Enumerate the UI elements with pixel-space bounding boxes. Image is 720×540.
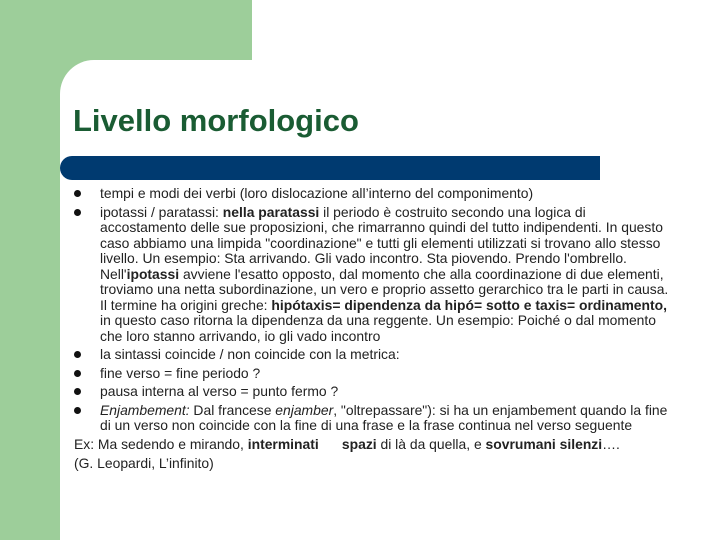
bullet-dot-icon — [74, 407, 81, 414]
bullet-list — [74, 186, 674, 434]
bullet-item-pausa-interna: pausa interna al verso = punto fermo ? — [74, 384, 674, 400]
bullet-item-enjambement: Enjambement: Dal francese enjamber, "oltrepassare"): si ha un enjambement quando la fine di un verso non coincide con la fine di una frase e la frase continua nel verso seguente — [74, 403, 674, 434]
title-underline-bar — [60, 156, 600, 180]
example-quote: Ex: Ma sedendo e mirando, interminati spazi di là da quella, e sovrumani silenzi…. — [74, 435, 620, 452]
example-reference: (G. Leopardi, L’infinito) — [74, 455, 214, 471]
bullet-dot-icon — [74, 190, 81, 197]
bullet-dot-icon — [74, 351, 81, 358]
bullet-item-ipotassi-paratassi: ipotassi / paratassi: nella paratassi il periodo è costruito secondo una logica di accostamento delle sue proposizioni, che rimarranno quindi del tutto indipendenti. In questo caso abbiamo una limpida "coordinazione" e tutti gli elementi utilizzati si trovano allo stesso livello. Un esempio: Sta arrivando. Gli vado incontro. Sta piovendo. Prendo l'ombrello. Nell'ipotassi avviene l'esatto opposto, dal momento che alla coordinazione di due elementi, troviamo una netta subordinazione, un vero e proprio assetto gerarchico tra le parti in causa. Il termine ha origini greche: hipótaxis= dipendenza da hipó= sotto e taxis= ordinamento, in questo caso ritorna la dipendenza da una reggente. Un esempio: Poiché o dal momento che loro stanno arrivando, io gli vado incontro — [74, 205, 674, 345]
bullet-item-fine-verso: fine verso = fine periodo ? — [74, 366, 674, 382]
slide-title: Livello morfologico — [73, 103, 359, 138]
bullet-item-sintassi-metrica: la sintassi coincide / non coincide con la metrica: — [74, 347, 674, 363]
bullet-dot-icon — [74, 370, 81, 377]
bullet-item-verbs: tempi e modi dei verbi (loro dislocazione all’interno del componimento) — [74, 186, 674, 202]
bullet-dot-icon — [74, 209, 81, 216]
slide-content — [74, 186, 674, 472]
bullet-dot-icon — [74, 388, 81, 395]
